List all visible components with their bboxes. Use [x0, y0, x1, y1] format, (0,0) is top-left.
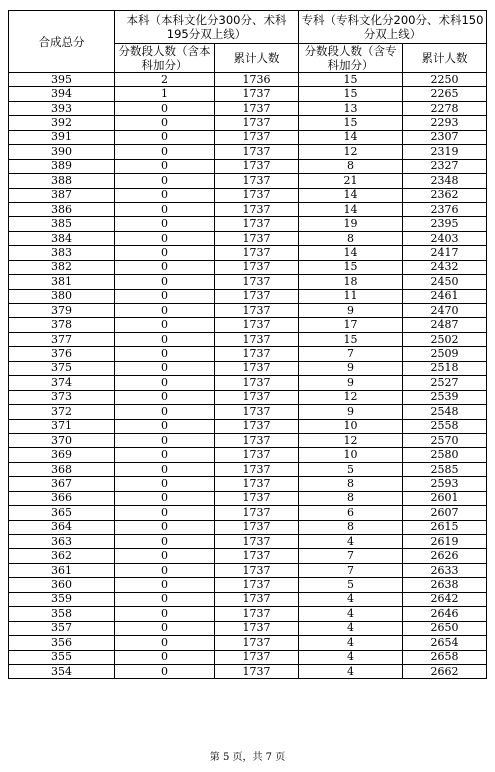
- total-score-cell: 366: [9, 491, 115, 505]
- vocational-cumulative-cell: 2362: [403, 188, 487, 202]
- total-score-cell: 394: [9, 87, 115, 101]
- undergrad-count-cell: 0: [115, 116, 215, 130]
- table-row: [9, 376, 487, 390]
- undergrad-count-cell: 2: [115, 73, 215, 87]
- table-row: [9, 231, 487, 245]
- total-score-cell: 393: [9, 101, 115, 115]
- total-score-cell: 362: [9, 549, 115, 563]
- undergrad-count-cell: 0: [115, 636, 215, 650]
- vocational-cumulative-cell: 2638: [403, 578, 487, 592]
- vocational-count-cell: 14: [299, 130, 403, 144]
- table-row: [9, 650, 487, 664]
- total-score-cell: 389: [9, 159, 115, 173]
- undergrad-cumulative-cell: 1737: [215, 462, 299, 476]
- total-score-cell: 363: [9, 535, 115, 549]
- undergrad-count-cell: 0: [115, 664, 215, 678]
- undergrad-cumulative-cell: 1737: [215, 607, 299, 621]
- vocational-cumulative-cell: 2348: [403, 174, 487, 188]
- vocational-cumulative-cell: 2518: [403, 361, 487, 375]
- vocational-count-cell: 15: [299, 87, 403, 101]
- vocational-count-cell: 14: [299, 246, 403, 260]
- undergrad-cumulative-cell: 1737: [215, 145, 299, 159]
- vocational-count-cell: 4: [299, 535, 403, 549]
- undergrad-count-cell: 0: [115, 419, 215, 433]
- table-row: [9, 448, 487, 462]
- table-row: [9, 159, 487, 173]
- undergrad-count-cell: 0: [115, 405, 215, 419]
- undergrad-count-cell: 0: [115, 477, 215, 491]
- undergrad-cumulative-cell: 1737: [215, 419, 299, 433]
- table-row: [9, 419, 487, 433]
- undergrad-cumulative-cell: 1737: [215, 231, 299, 245]
- vocational-count-cell: 10: [299, 448, 403, 462]
- table-row: [9, 289, 487, 303]
- undergrad-cumulative-cell: 1737: [215, 347, 299, 361]
- total-score-cell: 375: [9, 361, 115, 375]
- undergrad-count-cell: 0: [115, 217, 215, 231]
- vocational-cumulative-cell: 2487: [403, 318, 487, 332]
- vocational-count-cell: 15: [299, 332, 403, 346]
- total-score-cell: 391: [9, 130, 115, 144]
- undergrad-cumulative-cell: 1737: [215, 304, 299, 318]
- header-vocational-group: 专科（专科文化分200分、术科150分双上线）: [299, 11, 487, 44]
- vocational-count-cell: 4: [299, 607, 403, 621]
- vocational-cumulative-cell: 2558: [403, 419, 487, 433]
- undergrad-cumulative-cell: 1737: [215, 376, 299, 390]
- vocational-count-cell: 7: [299, 347, 403, 361]
- total-score-cell: 380: [9, 289, 115, 303]
- total-score-cell: 384: [9, 231, 115, 245]
- vocational-cumulative-cell: 2654: [403, 636, 487, 650]
- vocational-cumulative-cell: 2403: [403, 231, 487, 245]
- vocational-count-cell: 9: [299, 304, 403, 318]
- vocational-count-cell: 17: [299, 318, 403, 332]
- total-score-cell: 382: [9, 260, 115, 274]
- undergrad-count-cell: 0: [115, 275, 215, 289]
- vocational-cumulative-cell: 2417: [403, 246, 487, 260]
- total-score-cell: 388: [9, 174, 115, 188]
- table-row: [9, 202, 487, 216]
- table-row: [9, 116, 487, 130]
- total-score-cell: 360: [9, 578, 115, 592]
- undergrad-cumulative-cell: 1737: [215, 448, 299, 462]
- undergrad-cumulative-cell: 1737: [215, 592, 299, 606]
- undergrad-count-cell: 0: [115, 592, 215, 606]
- undergrad-count-cell: 0: [115, 361, 215, 375]
- undergrad-count-cell: 0: [115, 318, 215, 332]
- table-row: [9, 361, 487, 375]
- vocational-count-cell: 8: [299, 477, 403, 491]
- header-undergrad-group: 本科（本科文化分300分、术科195分双上线）: [115, 11, 299, 44]
- undergrad-count-cell: 0: [115, 101, 215, 115]
- total-score-cell: 368: [9, 462, 115, 476]
- undergrad-count-cell: 0: [115, 462, 215, 476]
- undergrad-count-cell: 0: [115, 491, 215, 505]
- vocational-count-cell: 13: [299, 101, 403, 115]
- vocational-cumulative-cell: 2293: [403, 116, 487, 130]
- vocational-count-cell: 15: [299, 116, 403, 130]
- vocational-cumulative-cell: 2470: [403, 304, 487, 318]
- undergrad-count-cell: 0: [115, 650, 215, 664]
- undergrad-cumulative-cell: 1737: [215, 405, 299, 419]
- vocational-count-cell: 12: [299, 145, 403, 159]
- table-row: [9, 535, 487, 549]
- total-score-cell: 359: [9, 592, 115, 606]
- table-row: [9, 347, 487, 361]
- vocational-cumulative-cell: 2319: [403, 145, 487, 159]
- total-score-cell: 356: [9, 636, 115, 650]
- table-body: [9, 73, 487, 679]
- total-score-cell: 364: [9, 520, 115, 534]
- vocational-cumulative-cell: 2376: [403, 202, 487, 216]
- vocational-count-cell: 12: [299, 433, 403, 447]
- undergrad-count-cell: 0: [115, 289, 215, 303]
- undergrad-cumulative-cell: 1737: [215, 549, 299, 563]
- header-vocational-count: 分数段人数（含专科加分）: [299, 44, 403, 73]
- vocational-cumulative-cell: 2642: [403, 592, 487, 606]
- undergrad-count-cell: 0: [115, 246, 215, 260]
- undergrad-cumulative-cell: 1737: [215, 332, 299, 346]
- undergrad-count-cell: 0: [115, 260, 215, 274]
- vocational-count-cell: 21: [299, 174, 403, 188]
- undergrad-cumulative-cell: 1737: [215, 202, 299, 216]
- table-row: [9, 592, 487, 606]
- vocational-cumulative-cell: 2662: [403, 664, 487, 678]
- undergrad-count-cell: 0: [115, 174, 215, 188]
- vocational-cumulative-cell: 2585: [403, 462, 487, 476]
- undergrad-count-cell: 0: [115, 621, 215, 635]
- table-row: [9, 462, 487, 476]
- table-row: [9, 318, 487, 332]
- vocational-cumulative-cell: 2570: [403, 433, 487, 447]
- total-score-cell: 392: [9, 116, 115, 130]
- table-row: [9, 304, 487, 318]
- table-row: [9, 549, 487, 563]
- vocational-cumulative-cell: 2250: [403, 73, 487, 87]
- total-score-cell: 374: [9, 376, 115, 390]
- total-score-cell: 390: [9, 145, 115, 159]
- total-score-cell: 369: [9, 448, 115, 462]
- vocational-cumulative-cell: 2580: [403, 448, 487, 462]
- undergrad-cumulative-cell: 1737: [215, 650, 299, 664]
- undergrad-cumulative-cell: 1737: [215, 506, 299, 520]
- table-row: [9, 607, 487, 621]
- vocational-count-cell: 18: [299, 275, 403, 289]
- undergrad-count-cell: 0: [115, 159, 215, 173]
- vocational-cumulative-cell: 2307: [403, 130, 487, 144]
- vocational-cumulative-cell: 2607: [403, 506, 487, 520]
- total-score-cell: 378: [9, 318, 115, 332]
- table-row: [9, 332, 487, 346]
- table-row: [9, 520, 487, 534]
- total-score-cell: 379: [9, 304, 115, 318]
- undergrad-count-cell: 0: [115, 563, 215, 577]
- vocational-cumulative-cell: 2658: [403, 650, 487, 664]
- table-row: [9, 563, 487, 577]
- undergrad-count-cell: 0: [115, 520, 215, 534]
- undergrad-count-cell: 0: [115, 607, 215, 621]
- vocational-cumulative-cell: 2278: [403, 101, 487, 115]
- vocational-cumulative-cell: 2593: [403, 477, 487, 491]
- vocational-count-cell: 9: [299, 405, 403, 419]
- vocational-count-cell: 8: [299, 491, 403, 505]
- table-row: [9, 578, 487, 592]
- undergrad-cumulative-cell: 1737: [215, 361, 299, 375]
- undergrad-count-cell: 0: [115, 231, 215, 245]
- total-score-cell: 361: [9, 563, 115, 577]
- vocational-count-cell: 15: [299, 260, 403, 274]
- total-score-cell: 370: [9, 433, 115, 447]
- vocational-count-cell: 14: [299, 188, 403, 202]
- vocational-count-cell: 19: [299, 217, 403, 231]
- vocational-count-cell: 8: [299, 520, 403, 534]
- total-score-cell: 381: [9, 275, 115, 289]
- vocational-cumulative-cell: 2265: [403, 87, 487, 101]
- total-score-cell: 355: [9, 650, 115, 664]
- undergrad-count-cell: 0: [115, 578, 215, 592]
- table-row: [9, 145, 487, 159]
- table-row: [9, 275, 487, 289]
- undergrad-cumulative-cell: 1737: [215, 578, 299, 592]
- table-row: [9, 491, 487, 505]
- vocational-count-cell: 4: [299, 592, 403, 606]
- undergrad-count-cell: 0: [115, 549, 215, 563]
- undergrad-count-cell: 0: [115, 448, 215, 462]
- total-score-cell: 373: [9, 390, 115, 404]
- undergrad-cumulative-cell: 1737: [215, 260, 299, 274]
- undergrad-count-cell: 0: [115, 506, 215, 520]
- vocational-count-cell: 15: [299, 73, 403, 87]
- total-score-cell: 377: [9, 332, 115, 346]
- table-row: [9, 621, 487, 635]
- undergrad-cumulative-cell: 1736: [215, 73, 299, 87]
- vocational-cumulative-cell: 2509: [403, 347, 487, 361]
- undergrad-cumulative-cell: 1737: [215, 289, 299, 303]
- table-row: [9, 246, 487, 260]
- table-row: [9, 405, 487, 419]
- table-header: [9, 11, 487, 73]
- table-row: [9, 73, 487, 87]
- undergrad-count-cell: 0: [115, 376, 215, 390]
- score-distribution-table: [8, 10, 487, 679]
- table-row: [9, 188, 487, 202]
- header-total-score: 合成总分: [9, 11, 115, 73]
- vocational-count-cell: 5: [299, 462, 403, 476]
- total-score-cell: 354: [9, 664, 115, 678]
- total-score-cell: 357: [9, 621, 115, 635]
- undergrad-count-cell: 1: [115, 87, 215, 101]
- vocational-cumulative-cell: 2548: [403, 405, 487, 419]
- vocational-cumulative-cell: 2539: [403, 390, 487, 404]
- table-row: [9, 506, 487, 520]
- undergrad-cumulative-cell: 1737: [215, 520, 299, 534]
- undergrad-count-cell: 0: [115, 433, 215, 447]
- vocational-cumulative-cell: 2461: [403, 289, 487, 303]
- vocational-count-cell: 14: [299, 202, 403, 216]
- vocational-count-cell: 7: [299, 549, 403, 563]
- undergrad-cumulative-cell: 1737: [215, 621, 299, 635]
- undergrad-count-cell: 0: [115, 145, 215, 159]
- vocational-count-cell: 4: [299, 664, 403, 678]
- vocational-count-cell: 9: [299, 376, 403, 390]
- vocational-cumulative-cell: 2432: [403, 260, 487, 274]
- table-row: [9, 664, 487, 678]
- undergrad-cumulative-cell: 1737: [215, 563, 299, 577]
- undergrad-count-cell: 0: [115, 304, 215, 318]
- undergrad-count-cell: 0: [115, 332, 215, 346]
- vocational-count-cell: 4: [299, 650, 403, 664]
- total-score-cell: 376: [9, 347, 115, 361]
- table-row: [9, 101, 487, 115]
- undergrad-count-cell: 0: [115, 390, 215, 404]
- table-row: [9, 174, 487, 188]
- vocational-cumulative-cell: 2502: [403, 332, 487, 346]
- header-vocational-cumulative: 累计人数: [403, 44, 487, 73]
- total-score-cell: 358: [9, 607, 115, 621]
- table-row: [9, 390, 487, 404]
- table-row: [9, 260, 487, 274]
- undergrad-cumulative-cell: 1737: [215, 246, 299, 260]
- total-score-cell: 367: [9, 477, 115, 491]
- vocational-count-cell: 4: [299, 621, 403, 635]
- header-undergrad-count: 分数段人数（含本科加分）: [115, 44, 215, 73]
- undergrad-cumulative-cell: 1737: [215, 275, 299, 289]
- vocational-cumulative-cell: 2650: [403, 621, 487, 635]
- vocational-count-cell: 11: [299, 289, 403, 303]
- total-score-cell: 365: [9, 506, 115, 520]
- undergrad-cumulative-cell: 1737: [215, 130, 299, 144]
- vocational-cumulative-cell: 2615: [403, 520, 487, 534]
- vocational-cumulative-cell: 2619: [403, 535, 487, 549]
- vocational-cumulative-cell: 2646: [403, 607, 487, 621]
- undergrad-cumulative-cell: 1737: [215, 477, 299, 491]
- undergrad-count-cell: 0: [115, 535, 215, 549]
- undergrad-cumulative-cell: 1737: [215, 116, 299, 130]
- undergrad-cumulative-cell: 1737: [215, 101, 299, 115]
- vocational-count-cell: 4: [299, 636, 403, 650]
- table-row: [9, 87, 487, 101]
- vocational-count-cell: 10: [299, 419, 403, 433]
- undergrad-cumulative-cell: 1737: [215, 390, 299, 404]
- vocational-count-cell: 5: [299, 578, 403, 592]
- table-row: [9, 433, 487, 447]
- undergrad-cumulative-cell: 1737: [215, 159, 299, 173]
- undergrad-cumulative-cell: 1737: [215, 174, 299, 188]
- undergrad-cumulative-cell: 1737: [215, 636, 299, 650]
- undergrad-count-cell: 0: [115, 130, 215, 144]
- total-score-cell: 371: [9, 419, 115, 433]
- vocational-cumulative-cell: 2327: [403, 159, 487, 173]
- undergrad-cumulative-cell: 1737: [215, 318, 299, 332]
- table-row: [9, 477, 487, 491]
- vocational-count-cell: 12: [299, 390, 403, 404]
- vocational-count-cell: 8: [299, 231, 403, 245]
- header-undergrad-cumulative: 累计人数: [215, 44, 299, 73]
- vocational-cumulative-cell: 2626: [403, 549, 487, 563]
- vocational-count-cell: 8: [299, 159, 403, 173]
- vocational-cumulative-cell: 2395: [403, 217, 487, 231]
- total-score-cell: 383: [9, 246, 115, 260]
- undergrad-count-cell: 0: [115, 188, 215, 202]
- undergrad-cumulative-cell: 1737: [215, 535, 299, 549]
- total-score-cell: 372: [9, 405, 115, 419]
- total-score-cell: 395: [9, 73, 115, 87]
- undergrad-cumulative-cell: 1737: [215, 664, 299, 678]
- undergrad-count-cell: 0: [115, 202, 215, 216]
- vocational-cumulative-cell: 2601: [403, 491, 487, 505]
- vocational-count-cell: 7: [299, 563, 403, 577]
- vocational-cumulative-cell: 2450: [403, 275, 487, 289]
- total-score-cell: 387: [9, 188, 115, 202]
- undergrad-cumulative-cell: 1737: [215, 433, 299, 447]
- vocational-cumulative-cell: 2633: [403, 563, 487, 577]
- undergrad-count-cell: 0: [115, 347, 215, 361]
- vocational-count-cell: 6: [299, 506, 403, 520]
- table-row: [9, 217, 487, 231]
- undergrad-cumulative-cell: 1737: [215, 188, 299, 202]
- total-score-cell: 386: [9, 202, 115, 216]
- undergrad-cumulative-cell: 1737: [215, 491, 299, 505]
- table-row: [9, 130, 487, 144]
- total-score-cell: 385: [9, 217, 115, 231]
- vocational-count-cell: 9: [299, 361, 403, 375]
- table-row: [9, 636, 487, 650]
- undergrad-cumulative-cell: 1737: [215, 217, 299, 231]
- page-footer: 第 5 页，共 7 页: [209, 752, 286, 763]
- vocational-cumulative-cell: 2527: [403, 376, 487, 390]
- undergrad-cumulative-cell: 1737: [215, 87, 299, 101]
